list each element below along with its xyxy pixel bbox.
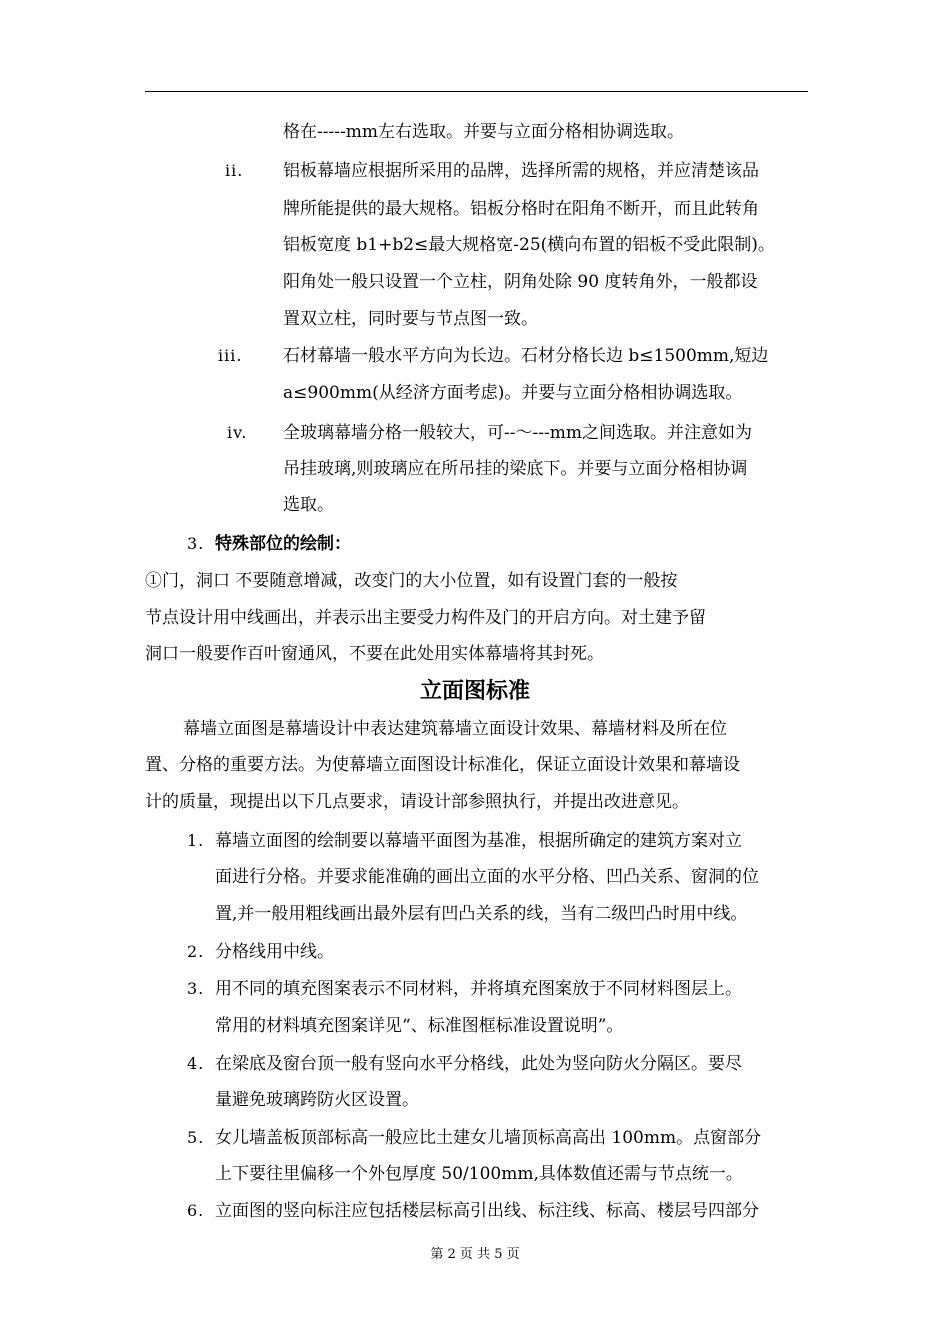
text-line: 女儿墙盖板顶部标高一般应比土建女儿墙顶标高高出 100mm。点窗部分: [215, 1128, 762, 1148]
text-line: a≤900mm(从经济方面考虑)。并要与立面分格相协调选取。: [283, 383, 743, 403]
text-line: 节点设计用中线画出，并表示出主要受力构件及门的开启方向。对土建予留: [145, 608, 706, 628]
text-line: 石材幕墙一般水平方向为长边。石材分格长边 b≤1500mm,短边: [283, 346, 769, 366]
page-title: 立面图标准: [419, 679, 530, 704]
text-line: 铝板幕墙应根据所采用的品牌，选择所需的规格，并应清楚该品: [283, 161, 759, 181]
list-marker: 1.: [187, 831, 205, 850]
list-marker: 5.: [187, 1128, 205, 1147]
text-line: 计的质量，现提出以下几点要求，请设计部参照执行，并提出改进意见。: [145, 792, 689, 812]
text-line: 阳角处一般只设置一个立柱，阴角处除 90 度转角外，一般都设: [283, 272, 758, 292]
text-line: 量避免玻璃跨防火区设置。: [215, 1090, 419, 1110]
text-line: 全玻璃幕墙分格一般较大，可--～---mm之间选取。并注意如为: [283, 423, 752, 443]
list-marker: 3.: [187, 979, 205, 998]
text-line: 置、分格的重要方法。为使幕墙立面图设计标准化，保证立面设计效果和幕墙设: [145, 755, 740, 775]
list-marker: iv.: [227, 423, 248, 442]
text-line: 常用的材料填充图案详见“、标准图框标准设置说明”。: [215, 1016, 624, 1036]
list-marker: iii.: [218, 346, 243, 365]
text-line: 在梁底及窗台顶一般有竖向水平分格线，此处为竖向防火分隔区。要尽: [215, 1054, 742, 1074]
header-rule: [145, 91, 808, 92]
list-marker: 2.: [187, 942, 205, 961]
list-marker: 4.: [187, 1054, 205, 1073]
text-line: 分格线用中线。: [215, 942, 334, 962]
text-line: 选取。: [283, 495, 334, 515]
text-line: 吊挂玻璃,则玻璃应在所吊挂的梁底下。并要与立面分格相协调: [283, 459, 748, 479]
text-line: 用不同的填充图案表示不同材料，并将填充图案放于不同材料图层上。: [215, 979, 742, 999]
text-line: 上下要往里偏移一个外包厚度 50/100mm,具体数值还需与节点统一。: [215, 1164, 743, 1184]
text-line: 立面图的竖向标注应包括楼层标高引出线、标注线、标高、楼层号四部分: [215, 1201, 759, 1221]
text-line: 牌所能提供的最大规格。铝板分格时在阳角不断开，而且此转角: [283, 199, 759, 219]
text-line: 幕墙立面图是幕墙设计中表达建筑幕墙立面设计效果、幕墙材料及所在位: [183, 719, 727, 739]
list-marker: ii.: [225, 161, 244, 180]
text-line: 铝板宽度 b1+b2≤最大规格宽-25(横向布置的铝板不受此限制)。: [283, 235, 775, 255]
text-line: 置双立柱，同时要与节点图一致。: [283, 309, 538, 329]
text-line: 幕墙立面图的绘制要以幕墙平面图为基准，根据所确定的建筑方案对立: [215, 831, 742, 851]
text-line: 格在-----mm左右选取。并要与立面分格相协调选取。: [283, 122, 684, 142]
text-line: 置,并一般用粗线画出最外层有凹凸关系的线，当有二级凹凸时用中线。: [215, 904, 748, 924]
text-line: 洞口一般要作百叶窗通风，不要在此处用实体幕墙将其封死。: [145, 644, 604, 664]
text-line: 面进行分格。并要求能准确的画出立面的水平分格、凹凸关系、窗洞的位: [215, 867, 759, 887]
section-number: 3.: [187, 534, 205, 553]
section-heading: 特殊部位的绘制：: [215, 534, 351, 554]
page-footer: 第 2 页 共 5 页: [430, 1247, 520, 1262]
list-marker: 6.: [187, 1201, 205, 1220]
text-line: ①门，洞口 不要随意增减，改变门的大小位置，如有设置门套的一般按: [145, 571, 678, 591]
